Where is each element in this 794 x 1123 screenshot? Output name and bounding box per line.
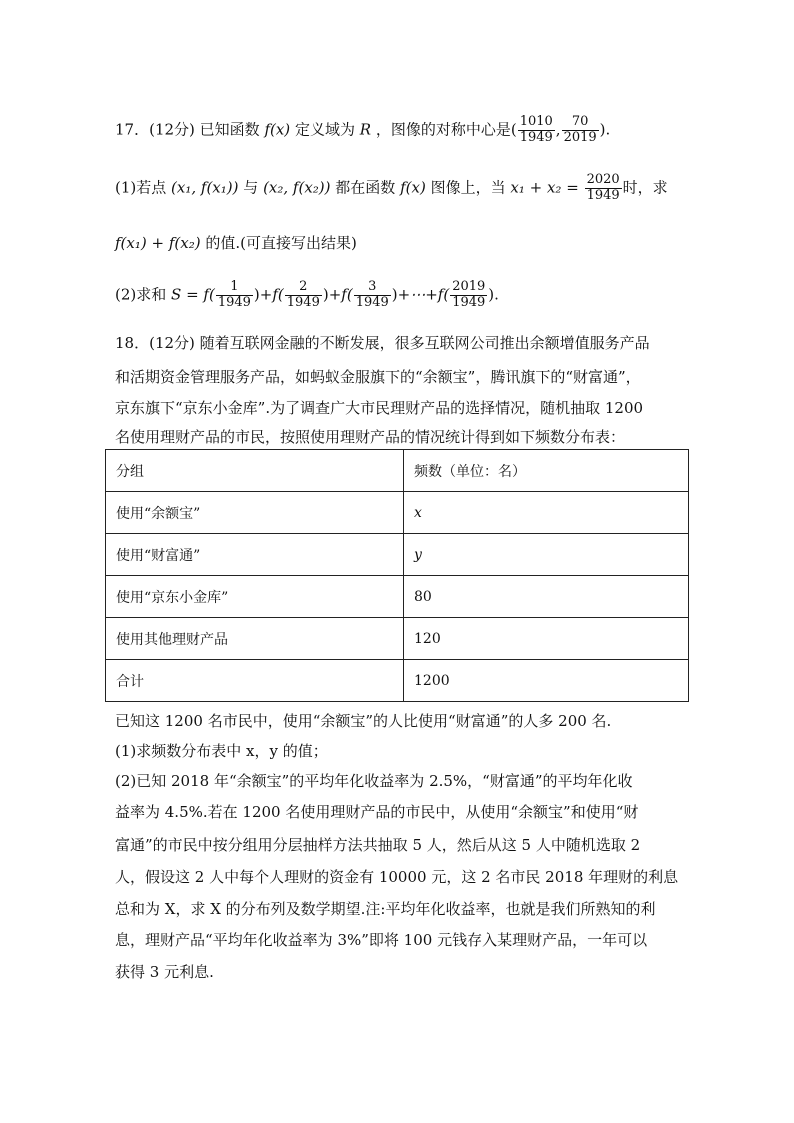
- header-group: 分组: [106, 450, 404, 492]
- row-value: x: [404, 492, 689, 534]
- part1-text-e: 时，求: [622, 178, 668, 197]
- q17-header: 17．(12分) 已知函数: [115, 120, 260, 139]
- center-x-fraction: $\frac{1010}{1949}$: [519, 114, 553, 145]
- sum-expression: x₁ + x₂ =: [510, 178, 579, 197]
- row-label: 使用其他理财产品: [106, 618, 404, 660]
- row-value: 80: [404, 576, 689, 618]
- q18-after-line-5: 富通”的市民中按分组用分层抽样方法共抽取 5 人，然后从这 5 人中随机选取 2: [115, 836, 641, 854]
- sum-of-values: f(x₁) + f(x₂): [115, 234, 201, 252]
- q18-after-line-1: 已知这 1200 名市民中，使用“余额宝”的人比使用“财富通”的人多 200 名.: [115, 712, 612, 730]
- row-label: 合计: [106, 660, 404, 702]
- table-row: [106, 534, 689, 576]
- point1: (x₁, f(x₁)): [171, 178, 239, 197]
- table-row: [106, 618, 689, 660]
- q18-after-line-2: (1)求频数分布表中 x，y 的值；: [115, 742, 328, 760]
- q18-after-line-4: 益率为 4.5%.若在 1200 名使用理财产品的市民中，从使用“余额宝”和使用“财: [115, 803, 639, 821]
- q18-after-line-8: 息，理财产品“平均年化收益率为 3%”即将 100 元钱存入某理财产品，一年可以: [115, 931, 648, 949]
- sum-fraction: $\frac{2020}{1949}$: [586, 172, 620, 203]
- q17-mid: 定义域为: [294, 120, 355, 139]
- part1-text-c: 都在函数: [335, 178, 396, 197]
- q18-after-line-9: 获得 3 元利息.: [115, 963, 214, 981]
- q17-after-domain: ，图像的对称中心是: [375, 120, 511, 139]
- q18-intro-line-4: 名使用理财产品的市民，按照使用理财产品的情况统计得到如下频数分布表：: [115, 428, 626, 446]
- term-3: $\frac{3}{1949}$: [355, 279, 389, 310]
- q17-statement: 17．(12分) 已知函数 f(x) 定义域为 R ，图像的对称中心是( $\frac{1010}{1949}$ , $\frac{70}{2019}$ ).: [115, 114, 611, 145]
- part1-line2-text: 的值.(可直接写出结果): [205, 234, 357, 252]
- row-label: 使用“京东小金库”: [106, 576, 404, 618]
- row-label: 使用“余额宝”: [106, 492, 404, 534]
- q18-intro-line-1: 18．(12分) 随着互联网金融的不断发展，很多互联网公司推出余额增值服务产品: [115, 334, 650, 352]
- part1-label: (1)若点: [115, 178, 167, 197]
- row-value: y: [404, 534, 689, 576]
- table-row: [106, 660, 689, 702]
- frequency-table: [105, 449, 689, 702]
- point2: (x₂, f(x₂)): [263, 178, 331, 197]
- table-row: [106, 576, 689, 618]
- row-value: 1200: [404, 660, 689, 702]
- row-value: 120: [404, 618, 689, 660]
- q18-intro-line-3: 京东旗下“京东小金库”.为了调查广大市民理财产品的选择情况，随机抽取 1200: [115, 399, 644, 417]
- header-frequency: 频数（单位：名）: [404, 450, 689, 492]
- s-expression: S = f(: [171, 285, 215, 304]
- q17-part1-line2: [115, 232, 357, 253]
- part1-and: 与: [243, 178, 259, 197]
- part2-label: (2)求和: [115, 285, 167, 304]
- term-1: $\frac{1}{1949}$: [217, 279, 251, 310]
- part1-text-d: 图像上，当: [430, 178, 506, 197]
- q17-function: f(x): [264, 120, 291, 139]
- ellipsis-term: +⋯+f(: [397, 285, 450, 304]
- q17-domain: R: [359, 120, 372, 139]
- part1-function: f(x): [400, 178, 426, 197]
- q18-intro-line-2: 和活期资金管理服务产品，如蚂蚁金服旗下的“余额宝”，腾讯旗下的“财富通”，: [115, 368, 641, 386]
- table-header-row: [106, 450, 689, 492]
- center-y-fraction: $\frac{70}{2019}$: [563, 114, 597, 145]
- q17-part1-line1: [115, 173, 668, 204]
- table-row: [106, 492, 689, 534]
- term-last: $\frac{2019}{1949}$: [452, 279, 486, 310]
- q17-part2: (2)求和 S = f( $\frac{1}{1949}$ )+f( $\frac{2}{1949}$ )+f( $\frac{3}{1949}$ )+⋯+f( $\frac{2019}{1949}$ ).: [115, 279, 499, 310]
- q18-after-line-7: 总和为 X，求 X 的分布列及数学期望.注:平均年化收益率，也就是我们所熟知的利: [115, 900, 656, 918]
- q18-after-line-3: (2)已知 2018 年“余额宝”的平均年化收益率为 2.5%，“财富通”的平均年化收: [115, 772, 633, 790]
- term-2: $\frac{2}{1949}$: [286, 279, 320, 310]
- row-label: 使用“财富通”: [106, 534, 404, 576]
- q18-after-line-6: 人，假设这 2 人中每个人理财的资金有 10000 元，这 2 名市民 2018 年理财的利息: [115, 868, 679, 886]
